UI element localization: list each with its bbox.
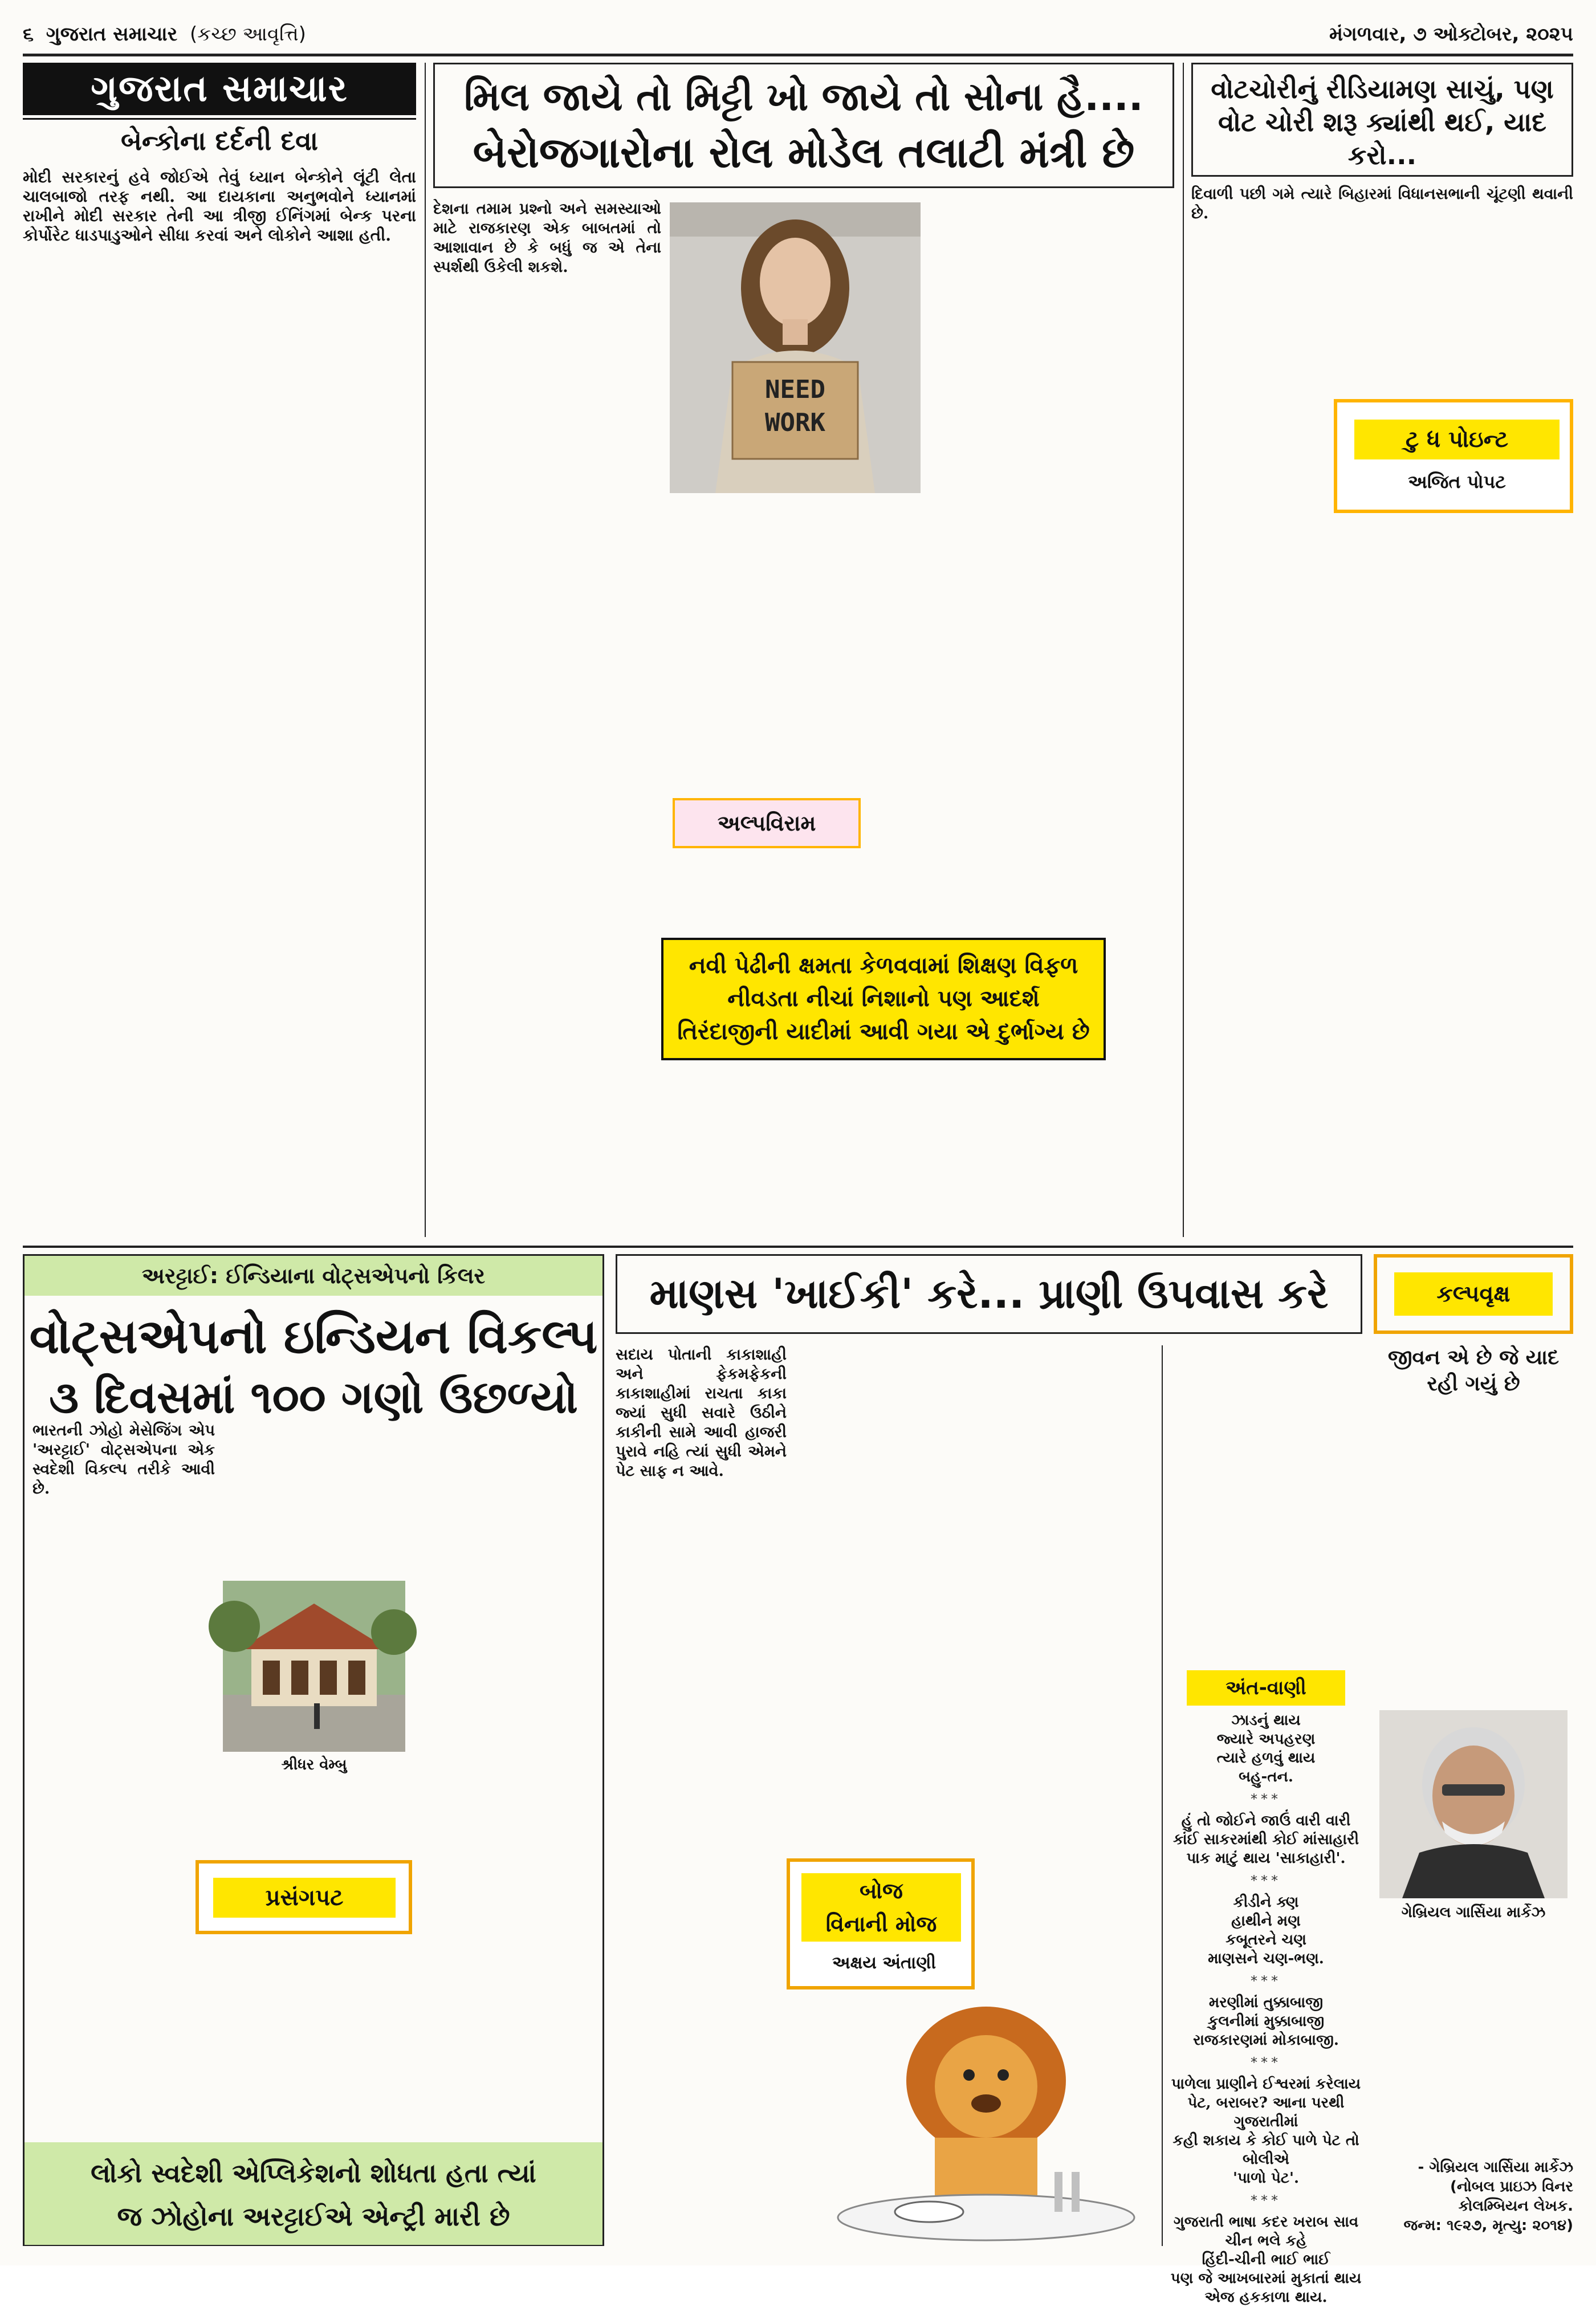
top-story-col-3b [929, 849, 1174, 935]
antvani-sidebar [1170, 1345, 1362, 2306]
top-story-pull-quote: નવી પેઢીની ક્ષમતા કેળવવામાં શિક્ષણ વિફળ નીવડતા નીચાં નિશાનો પણ આદર્શ તિરંદાજીની યાદીમાં આવી ગયા એ દુર્ભાગ્ય છે [661, 938, 1106, 1060]
top-story-body-3 [929, 200, 1174, 844]
antvani-quote-4 [1170, 2075, 1362, 2188]
antvani-line: ચીન ભલે કહે [1225, 2232, 1307, 2249]
section-rule [23, 1246, 1573, 1248]
antvani-line: કાંઈ સાકરમાંથી કોઈ માંસાહારી [1172, 1831, 1359, 1848]
antvani-line: ગુજરાતી ભાષા કદર ખરાબ સાવ [1173, 2214, 1359, 2231]
sign-line-2: WORK [765, 408, 825, 437]
antvani-line: માણસને ચણ-ભણ. [1208, 1950, 1324, 1967]
whatsapp-col-2 [223, 1780, 405, 2105]
masthead: ગુજરાત સમાચાર [23, 63, 416, 115]
top-story-headline-1: મિલ જાયે તો મિટ્ટી ખો જાયે તો સોના હૈ.... [464, 75, 1143, 120]
vote-headline-box [1191, 63, 1573, 177]
top-story-body-2 [670, 502, 921, 844]
antvani-line: પાળેલા પ્રાણીને ઈશ્વરમાં કરેલાય [1171, 2076, 1361, 2093]
top-story-col-1 [433, 200, 661, 844]
kalpvruksh-lead-1: જીવન એ છે જે યાદ [1387, 1346, 1560, 1369]
kalpvruksh-section [1374, 1254, 1573, 2246]
vote-story [1191, 63, 1573, 1237]
antvani-quote-5 [1170, 2213, 1362, 2307]
to-the-point-box [1334, 399, 1573, 513]
page-number: ૬ [23, 23, 34, 46]
whatsapp-body-3 [413, 1421, 596, 2105]
whatsapp-banner-line-1: લોકો સ્વદેશી એપ્લિકેશનો શોધતા હતા ત્યાં [91, 2158, 536, 2188]
kalpvruksh-signature [1374, 2158, 1573, 2235]
editorial-body [23, 250, 416, 1264]
antvani-line: રાજકારણમાં મોકાબાજી. [1193, 2032, 1339, 2049]
kalpvruksh-tag-box [1374, 1254, 1573, 1334]
antvani-line: કહી શકાય કે કોઈ પાળે પેટ તો બોલીએ [1172, 2132, 1359, 2168]
antvani-line: મરણીમાં તુક્કાબાજી [1208, 1994, 1324, 2011]
whatsapp-lead: ભારતની ઝોહો મેસેજિંગ એપ 'અરટ્ટાઈ' વોટ્સએપના એક સ્વદેશી વિકલ્પ તરીકે આવી છે. [32, 1422, 215, 1498]
antvani-poem [1170, 1711, 1362, 1787]
alpviram-column-tag: અલ્પવિરામ [673, 798, 861, 848]
top-story-col-3 [929, 200, 1174, 844]
folio-paper-name: ગુજરાત સમાચાર [46, 23, 178, 46]
antvani-line: જ્યારે અપહરણ [1216, 1731, 1316, 1748]
boj-tag-box [787, 1858, 975, 1989]
antvani-line: પેટ, બરાબર? આના પરથી ગુજરાતીમાં [1187, 2094, 1345, 2130]
satire-body-1 [616, 1484, 787, 2311]
whatsapp-headline-2: ૩ દિવસમાં ૧૦૦ ગણો ઉછળ્યો [49, 1372, 578, 1424]
satire-divider [1162, 1345, 1163, 2246]
boj-tag [801, 1873, 961, 1942]
vote-lead: દિવાળી પછી ગમે ત્યારે બિહારમાં વિધાનસભાની ચૂંટણી થવાની છે. [1191, 185, 1573, 222]
folio-date: મંગળવાર, ૭ ઓક્ટોબર, ૨૦૨૫ [1329, 23, 1573, 46]
top-story-headline-box [433, 63, 1174, 188]
folio-edition: (કચ્છ આવૃત્તિ) [190, 23, 306, 46]
prasangpat-tag: પ્રસંગપટ [213, 1878, 396, 1918]
lion-cartoon [804, 1989, 1151, 2240]
antvani-line: પાક માટું થાય 'સાકાહારી'. [1186, 1850, 1346, 1867]
whatsapp-bottom-banner [25, 2142, 602, 2245]
satire-story [616, 1254, 1362, 2306]
zoho-photo-caption: શ્રીધર વેમ્બુ [281, 1756, 347, 1773]
zoho-office-illustration [223, 1581, 405, 1752]
whatsapp-body-1 [32, 1502, 215, 2129]
antvani-line: કુલનીમાં મુક્કાબાજી [1207, 2013, 1325, 2030]
vote-author: અજિત પોપટ [1408, 471, 1506, 493]
boj-tag-line-1: બોજ [860, 1878, 903, 1903]
separator-stars: *** [1251, 2054, 1281, 2070]
job-seeker-illustration [670, 202, 921, 493]
whatsapp-body-2 [223, 1421, 405, 1575]
top-story-body-3b [929, 849, 1174, 935]
editorial-lead: મોદી સરકારનું હવે જોઈએ તેવું ધ્યાન બેન્કોને લૂંટી લેતા ચાલબાજો તરફ નથી. આ દાયકાના અનુભવોને ધ્યાનમાં રાખીને મોદી સરકાર તેની આ ત્રીજી ઈનિંગમાં બેન્ક પરના કોર્પોરેટ ધાડપાડુઓને સીધા કરવાં અને લોકોને આશા હતી. [23, 167, 416, 245]
antvani-line: હિંદી-ચીની ભાઈ ભાઈ [1202, 2251, 1330, 2268]
antvani-line: કબૂતરને ચણ [1226, 1931, 1306, 1948]
column-divider [425, 63, 426, 1237]
top-story-headline-2: બેરોજગારોના રોલ મોડેલ તલાટી મંત્રી છે [473, 128, 1135, 178]
marquez-photo [1379, 1710, 1567, 1898]
antvani-quote-3 [1170, 1993, 1362, 2050]
antvani-line: ત્યારે હળવું થાય [1216, 1749, 1316, 1767]
top-story [433, 63, 1174, 1237]
prasangpat-box [196, 1860, 412, 1934]
to-the-point-tag: ટુ ધ પોઇન્ટ [1354, 420, 1560, 459]
antvani-title: અંત-વાણી [1187, 1670, 1345, 1706]
editorial-title: બેન્કોના દર્દની દવા [120, 125, 319, 156]
antvani-line: હાથીને મણ [1231, 1913, 1301, 1930]
top-story-col-2 [670, 502, 921, 844]
editorial-section [23, 63, 416, 1237]
whatsapp-kicker: અરટ્ટાઈ: ઈન્ડિયાના વોટ્સએપનો કિલર [25, 1256, 602, 1296]
separator-stars: *** [1251, 1791, 1281, 1807]
sign-line-1: NEED [765, 375, 825, 404]
antvani-line: કીડીને ક્ણ [1233, 1894, 1299, 1911]
marquez-portrait [1379, 1710, 1567, 1898]
top-story-lead: દેશના તમામ પ્રશ્નો અને સમસ્યાઓ માટે રાજકારણ એક બાબતમાં તો આશાવાન છે કે બધું જ એ તેના સ્પર્શથી ઉકેલી શકશે. [433, 200, 661, 276]
top-story-body-1b [433, 849, 656, 1237]
antvani-line: એજ હકકાળા થાય. [1204, 2289, 1328, 2306]
antvani-quote-2 [1170, 1893, 1362, 1968]
kalpvruksh-body-2 [1374, 1930, 1573, 2152]
whatsapp-story [23, 1254, 604, 2246]
top-story-bottom [661, 1066, 1174, 1237]
vote-headline: વોટચોરીનું રીડિયામણ સાચું, પણ વોટ ચોરી શરૂ ક્યાંથી થઈ, યાદ કરો... [1211, 74, 1554, 170]
marquez-caption: ગેબ્રિયલ ગાર્સિયા માર્કેઝ [1401, 1904, 1546, 1921]
whatsapp-body-2b [223, 1780, 405, 2105]
separator-stars: *** [1251, 2192, 1281, 2208]
antvani-list [1170, 1711, 1362, 2307]
job-seeker-photo [670, 202, 921, 493]
whatsapp-col-3 [413, 1421, 596, 2105]
top-story-body-1 [433, 280, 661, 879]
masthead-rule [23, 115, 416, 120]
separator-stars: *** [1251, 1973, 1281, 1989]
boj-tag-line-2: વિનાની મોજ [825, 1911, 937, 1936]
signature-name: - ગેબ્રિયલ ગાર્સિયા માર્કેઝ [1418, 2159, 1573, 2176]
signature-note-3: જન્મ: ૧૯૨૭, મૃત્યુ: ૨૦૧૪) [1403, 2217, 1573, 2234]
whatsapp-col-2-top [223, 1421, 405, 1575]
whatsapp-banner-line-2: જ ઝોહોના અરટ્ટાઈએ એન્ટ્રી મારી છે [117, 2201, 510, 2232]
satire-headline: માણસ 'ખાઈકી' કરે... પ્રાણી ઉપવાસ કરે [616, 1254, 1362, 1334]
sign-text [732, 373, 858, 440]
antvani-line: બહુ-તન. [1239, 1768, 1293, 1785]
kalpvruksh-tag: કલ્પવૃક્ષ [1394, 1272, 1553, 1316]
zoho-office-photo [223, 1581, 405, 1752]
kalpvruksh-body-1 [1374, 1403, 1573, 1671]
folio-left [23, 23, 306, 46]
signature-note-1: (નોબલ પ્રાઇઝ વિનર [1450, 2178, 1573, 2195]
antvani-line: પણ જે આખબારમાં મુકાતાં થાય [1170, 2270, 1362, 2287]
antvani-line: હું તો જોઈને જાઉં વારી વારી [1181, 1812, 1351, 1829]
top-story-body-4 [661, 1066, 1174, 1237]
whatsapp-col-1 [32, 1421, 215, 2105]
antvani-quote-1 [1170, 1812, 1362, 1868]
top-story-col-1b [433, 849, 656, 1237]
antvani-line: 'પાળો પેટ'. [1232, 2170, 1300, 2187]
signature-note-2: કોલમ્બિયન લેખક. [1458, 2198, 1573, 2215]
satire-col-1 [616, 1345, 787, 2246]
folio-rule [23, 54, 1573, 56]
vote-body [1191, 226, 1573, 1240]
column-divider [1183, 63, 1184, 1237]
satire-lead: સદાય પોતાની કાકાશાહી અને ફેકમફેકની કાકાશાહીમાં રાચતા કાકા જ્યાં સુધી સવારે ઉઠીને કાકીની સામે આવી હાજરી પુરાવે નહિ ત્યાં સુધી એમને પેટ સાફ ન આવે. [616, 1346, 787, 1480]
antvani-line: ઝાડનું થાય [1231, 1712, 1301, 1729]
kalpvruksh-lead-2: રહી ગયું છે [1427, 1372, 1520, 1396]
satire-author: અક્ષય અંતાણી [832, 1953, 937, 1973]
separator-stars: *** [1251, 1873, 1281, 1889]
satire-body-4 [1170, 1345, 1362, 1665]
whatsapp-headline-1: વોટ્સએપનો ઇન્ડિયન વિકલ્પ [29, 1308, 598, 1364]
